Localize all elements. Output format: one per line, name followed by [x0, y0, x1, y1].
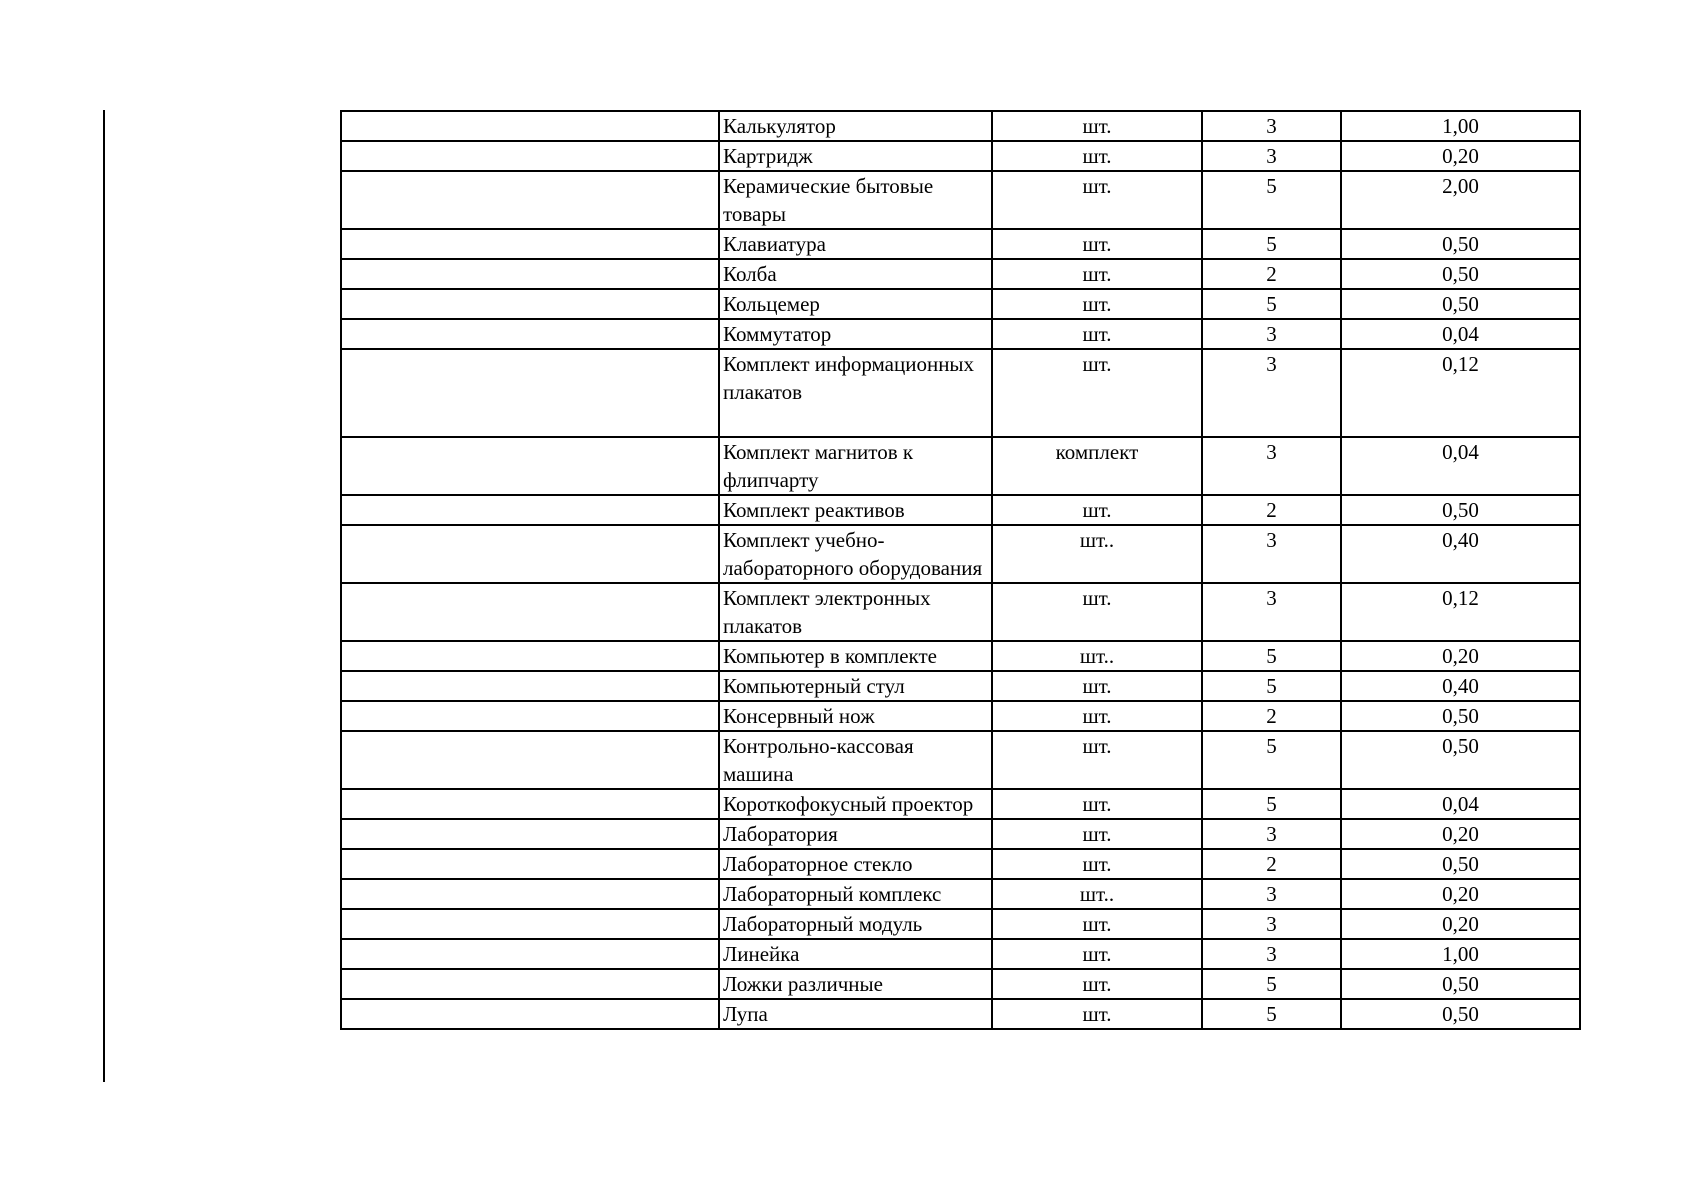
- quantity-cell: 3: [1202, 879, 1341, 909]
- item-name-cell: Ложки различные: [719, 969, 992, 999]
- unit-cell: шт.: [992, 849, 1202, 879]
- value-cell: 0,50: [1341, 495, 1580, 525]
- empty-cell: [341, 259, 719, 289]
- item-name-cell: Комплект магнитов к флипчарту: [719, 437, 992, 495]
- quantity-cell: 5: [1202, 731, 1341, 789]
- empty-cell: [341, 879, 719, 909]
- unit-cell: шт..: [992, 879, 1202, 909]
- value-cell: 0,20: [1341, 879, 1580, 909]
- value-cell: 0,50: [1341, 849, 1580, 879]
- table-row: [341, 349, 1580, 437]
- table-row: [341, 731, 1580, 789]
- table-row: [341, 641, 1580, 671]
- item-name-cell: Контрольно-кассовая машина: [719, 731, 992, 789]
- unit-cell: шт.: [992, 789, 1202, 819]
- unit-cell: шт.: [992, 939, 1202, 969]
- item-name-cell: Комплект информационных плакатов: [719, 349, 992, 437]
- table-row: [341, 437, 1580, 495]
- item-name-cell: Керамические бытовые товары: [719, 171, 992, 229]
- empty-cell: [341, 495, 719, 525]
- unit-cell: шт.: [992, 349, 1202, 437]
- unit-cell: шт..: [992, 641, 1202, 671]
- value-cell: 0,50: [1341, 969, 1580, 999]
- item-name-cell: Лабораторный модуль: [719, 909, 992, 939]
- item-name-cell: Клавиатура: [719, 229, 992, 259]
- item-name-cell: Лаборатория: [719, 819, 992, 849]
- quantity-cell: 2: [1202, 701, 1341, 731]
- empty-cell: [341, 939, 719, 969]
- table-row: [341, 789, 1580, 819]
- value-cell: 0,12: [1341, 583, 1580, 641]
- unit-cell: шт.: [992, 111, 1202, 141]
- item-name-cell: Комплект учебно-лабораторного оборудования: [719, 525, 992, 583]
- unit-cell: шт.: [992, 319, 1202, 349]
- quantity-cell: 3: [1202, 525, 1341, 583]
- item-name-cell: Линейка: [719, 939, 992, 969]
- item-name-cell: Картридж: [719, 141, 992, 171]
- quantity-cell: 5: [1202, 999, 1341, 1029]
- unit-cell: комплект: [992, 437, 1202, 495]
- empty-cell: [341, 525, 719, 583]
- item-name-cell: Компьютерный стул: [719, 671, 992, 701]
- empty-cell: [341, 141, 719, 171]
- unit-cell: шт.: [992, 289, 1202, 319]
- quantity-cell: 3: [1202, 939, 1341, 969]
- empty-cell: [341, 999, 719, 1029]
- empty-cell: [341, 583, 719, 641]
- table-row: [341, 879, 1580, 909]
- value-cell: 0,04: [1341, 789, 1580, 819]
- table-row: [341, 909, 1580, 939]
- unit-cell: шт.: [992, 583, 1202, 641]
- value-cell: 0,04: [1341, 319, 1580, 349]
- unit-cell: шт.: [992, 259, 1202, 289]
- empty-cell: [341, 849, 719, 879]
- quantity-cell: 3: [1202, 111, 1341, 141]
- inventory-table-body: [341, 111, 1580, 1029]
- value-cell: 0,04: [1341, 437, 1580, 495]
- quantity-cell: 2: [1202, 259, 1341, 289]
- quantity-cell: 5: [1202, 171, 1341, 229]
- value-cell: 0,50: [1341, 289, 1580, 319]
- empty-cell: [341, 641, 719, 671]
- unit-cell: шт.: [992, 141, 1202, 171]
- table-row: [341, 969, 1580, 999]
- unit-cell: шт.: [992, 999, 1202, 1029]
- value-cell: 0,50: [1341, 999, 1580, 1029]
- table-row: [341, 495, 1580, 525]
- item-name-cell: Консервный нож: [719, 701, 992, 731]
- quantity-cell: 5: [1202, 789, 1341, 819]
- value-cell: 0,40: [1341, 525, 1580, 583]
- unit-cell: шт.: [992, 171, 1202, 229]
- inventory-table: [340, 110, 1581, 1030]
- table-row: [341, 849, 1580, 879]
- unit-cell: шт.: [992, 819, 1202, 849]
- item-name-cell: Компьютер в комплекте: [719, 641, 992, 671]
- empty-cell: [341, 319, 719, 349]
- table-row: [341, 171, 1580, 229]
- value-cell: 0,20: [1341, 141, 1580, 171]
- unit-cell: шт.: [992, 495, 1202, 525]
- quantity-cell: 3: [1202, 319, 1341, 349]
- table-row: [341, 999, 1580, 1029]
- quantity-cell: 3: [1202, 583, 1341, 641]
- value-cell: 0,50: [1341, 229, 1580, 259]
- empty-cell: [341, 349, 719, 437]
- table-row: [341, 671, 1580, 701]
- quantity-cell: 3: [1202, 437, 1341, 495]
- unit-cell: шт.: [992, 969, 1202, 999]
- table-row: [341, 819, 1580, 849]
- value-cell: 0,40: [1341, 671, 1580, 701]
- quantity-cell: 5: [1202, 229, 1341, 259]
- item-name-cell: Колба: [719, 259, 992, 289]
- item-name-cell: Калькулятор: [719, 111, 992, 141]
- table-row: [341, 141, 1580, 171]
- empty-cell: [341, 819, 719, 849]
- empty-cell: [341, 671, 719, 701]
- table-row: [341, 319, 1580, 349]
- value-cell: 0,50: [1341, 731, 1580, 789]
- table-row: [341, 701, 1580, 731]
- unit-cell: шт.: [992, 731, 1202, 789]
- unit-cell: шт.: [992, 671, 1202, 701]
- value-cell: 0,50: [1341, 259, 1580, 289]
- quantity-cell: 2: [1202, 849, 1341, 879]
- table-row: [341, 259, 1580, 289]
- item-name-cell: Лабораторный комплекс: [719, 879, 992, 909]
- left-margin-line: [103, 110, 105, 1082]
- value-cell: 1,00: [1341, 939, 1580, 969]
- item-name-cell: Лабораторное стекло: [719, 849, 992, 879]
- unit-cell: шт..: [992, 525, 1202, 583]
- item-name-cell: Кольцемер: [719, 289, 992, 319]
- value-cell: 1,00: [1341, 111, 1580, 141]
- empty-cell: [341, 909, 719, 939]
- empty-cell: [341, 969, 719, 999]
- quantity-cell: 5: [1202, 671, 1341, 701]
- empty-cell: [341, 701, 719, 731]
- empty-cell: [341, 789, 719, 819]
- empty-cell: [341, 731, 719, 789]
- value-cell: 0,20: [1341, 819, 1580, 849]
- quantity-cell: 3: [1202, 141, 1341, 171]
- value-cell: 0,12: [1341, 349, 1580, 437]
- item-name-cell: Короткофокусный проектор: [719, 789, 992, 819]
- unit-cell: шт.: [992, 701, 1202, 731]
- quantity-cell: 3: [1202, 819, 1341, 849]
- quantity-cell: 5: [1202, 969, 1341, 999]
- value-cell: 0,20: [1341, 641, 1580, 671]
- quantity-cell: 3: [1202, 909, 1341, 939]
- value-cell: 0,20: [1341, 909, 1580, 939]
- empty-cell: [341, 289, 719, 319]
- value-cell: 0,50: [1341, 701, 1580, 731]
- item-name-cell: Коммутатор: [719, 319, 992, 349]
- quantity-cell: 5: [1202, 641, 1341, 671]
- table-row: [341, 289, 1580, 319]
- empty-cell: [341, 171, 719, 229]
- table-row: [341, 111, 1580, 141]
- value-cell: 2,00: [1341, 171, 1580, 229]
- table-row: [341, 583, 1580, 641]
- empty-cell: [341, 437, 719, 495]
- unit-cell: шт.: [992, 229, 1202, 259]
- quantity-cell: 2: [1202, 495, 1341, 525]
- unit-cell: шт.: [992, 909, 1202, 939]
- table-row: [341, 939, 1580, 969]
- quantity-cell: 5: [1202, 289, 1341, 319]
- empty-cell: [341, 111, 719, 141]
- table-row: [341, 229, 1580, 259]
- item-name-cell: Комплект электронных плакатов: [719, 583, 992, 641]
- empty-cell: [341, 229, 719, 259]
- table-row: [341, 525, 1580, 583]
- item-name-cell: Комплект реактивов: [719, 495, 992, 525]
- item-name-cell: Лупа: [719, 999, 992, 1029]
- quantity-cell: 3: [1202, 349, 1341, 437]
